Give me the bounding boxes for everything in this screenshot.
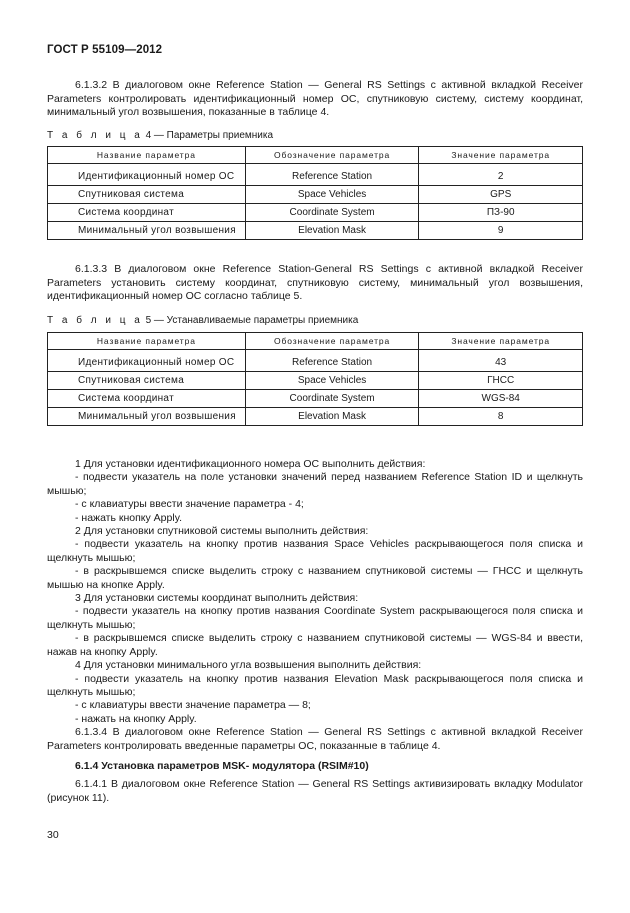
table-cell: 9 — [419, 222, 583, 240]
table-cell: Минимальный угол возвышения — [48, 408, 246, 426]
list-item: 3 Для установки системы координат выполнить действия: — [75, 592, 359, 605]
list-item: - в раскрывшемся списке выделить строку с названием спутниковой системы — ГНСС и щелкнуть мышью на кнопке Apply. — [47, 565, 583, 591]
table-5-caption-prefix: Т а б л и ц а — [47, 315, 143, 326]
list-item: 1 Для установки идентификационного номера ОС выполнить действия: — [75, 458, 426, 470]
table-4-header-designation: Обозначение параметра — [245, 147, 419, 164]
table-4 — [47, 146, 583, 240]
page-number: 30 — [47, 829, 59, 841]
table-cell: 8 — [419, 408, 583, 426]
list-item: 4 Для установки минимального угла возвышения выполнить действия: — [75, 659, 422, 672]
table-cell: Elevation Mask — [245, 222, 419, 240]
paragraph-6-1-3-4: 6.1.3.4 В диалоговом окне Reference Station — General RS Settings с активной вкладкой Receiver Parameters контролировать введенные параметры ОС, показанные в таблице 4. — [47, 726, 583, 752]
list-item: - с клавиатуры ввести значение параметра — 8; — [75, 699, 311, 712]
instruction-list — [47, 458, 583, 753]
table-cell: ГНСС — [419, 372, 583, 390]
table-cell: Система координат — [48, 390, 246, 408]
paragraph-6-1-4-1: 6.1.4.1 В диалоговом окне Reference Station — General RS Settings активизировать вкладку Modulator (рисунок 11). — [47, 778, 583, 804]
table-cell: Минимальный угол возвышения — [48, 222, 246, 240]
table-row — [48, 390, 583, 408]
table-5-caption — [47, 315, 358, 326]
table-row — [48, 408, 583, 426]
table-row — [48, 222, 583, 240]
table-4-header-name: Название параметра — [48, 147, 246, 164]
paragraph-6-1-3-3: 6.1.3.3 В диалоговом окне Reference Station-General RS Settings с активной вкладкой Receiver Parameters установить систему координат, спутниковую систему, минимальный угол возвышения, идентификационный номер ОС согласно таблице 5. — [47, 263, 583, 302]
table-cell: Reference Station — [245, 168, 419, 186]
table-4-caption-prefix: Т а б л и ц а — [47, 130, 143, 141]
table-5-header-value: Значение параметра — [419, 333, 583, 350]
table-row — [48, 168, 583, 186]
list-item: - в раскрывшемся списке выделить строку с названием спутниковой системы — WGS-84 и ввести, нажав на кнопку Apply. — [47, 632, 583, 658]
list-item: 2 Для установки спутниковой системы выполнить действия: — [75, 525, 369, 538]
table-row — [48, 372, 583, 390]
list-item: - нажать кнопку Apply. — [75, 511, 183, 524]
table-cell: 43 — [419, 354, 583, 372]
table-row — [48, 354, 583, 372]
table-cell: GPS — [419, 186, 583, 204]
list-item: - нажать на кнопку Apply. — [75, 712, 197, 725]
table-cell: Идентификационный номер ОС — [48, 168, 246, 186]
table-cell: Спутниковая система — [48, 372, 246, 390]
table-row — [48, 204, 583, 222]
table-cell: Coordinate System — [245, 390, 419, 408]
list-item: - подвести указатель на поле установки значений перед названием Reference Station ID и щелкнуть мышью; — [47, 471, 583, 497]
table-4-caption-text: 4 — Параметры приемника — [145, 130, 274, 141]
table-4-header-value: Значение параметра — [419, 147, 583, 164]
table-5-header-designation: Обозначение параметра — [245, 333, 419, 350]
table-cell: Elevation Mask — [245, 408, 419, 426]
table-cell: Space Vehicles — [245, 186, 419, 204]
table-4-caption — [47, 130, 273, 141]
table-5-header-name: Название параметра — [48, 333, 246, 350]
table-cell: WGS-84 — [419, 390, 583, 408]
table-cell: 2 — [419, 168, 583, 186]
table-cell: Coordinate System — [245, 204, 419, 222]
table-cell: ПЗ-90 — [419, 204, 583, 222]
list-item: - подвести указатель на кнопку против названия Space Vehicles раскрывающегося поля списка и щелкнуть мышью; — [47, 538, 583, 564]
table-cell: Спутниковая система — [48, 186, 246, 204]
table-5-caption-text: 5 — Устанавливаемые параметры приемника — [145, 315, 359, 326]
section-heading-6-1-4: 6.1.4 Установка параметров MSK- модулятора (RSIM#10) — [75, 760, 369, 772]
list-item: - подвести указатель на кнопку против названия Coordinate System раскрывающегося поля списка и щелкнуть мышью; — [47, 605, 583, 631]
document-header: ГОСТ Р 55109—2012 — [47, 44, 163, 56]
table-cell: Идентификационный номер ОС — [48, 354, 246, 372]
table-5 — [47, 332, 583, 426]
paragraph-6-1-3-2: 6.1.3.2 В диалоговом окне Reference Station — General RS Settings с активной вкладкой Receiver Parameters контролировать идентификационный номер ОС, спутниковую систему, систему координат, минимальный угол возвышения, показанные в таблице 4. — [47, 79, 583, 118]
table-cell: Space Vehicles — [245, 372, 419, 390]
list-item: - с клавиатуры ввести значение параметра - 4; — [75, 498, 304, 511]
table-row — [48, 186, 583, 204]
table-cell: Система координат — [48, 204, 246, 222]
list-item: - подвести указатель на кнопку против названия Elevation Mask раскрывающегося поля списка и щелкнуть мышью; — [47, 672, 583, 698]
table-cell: Reference Station — [245, 354, 419, 372]
